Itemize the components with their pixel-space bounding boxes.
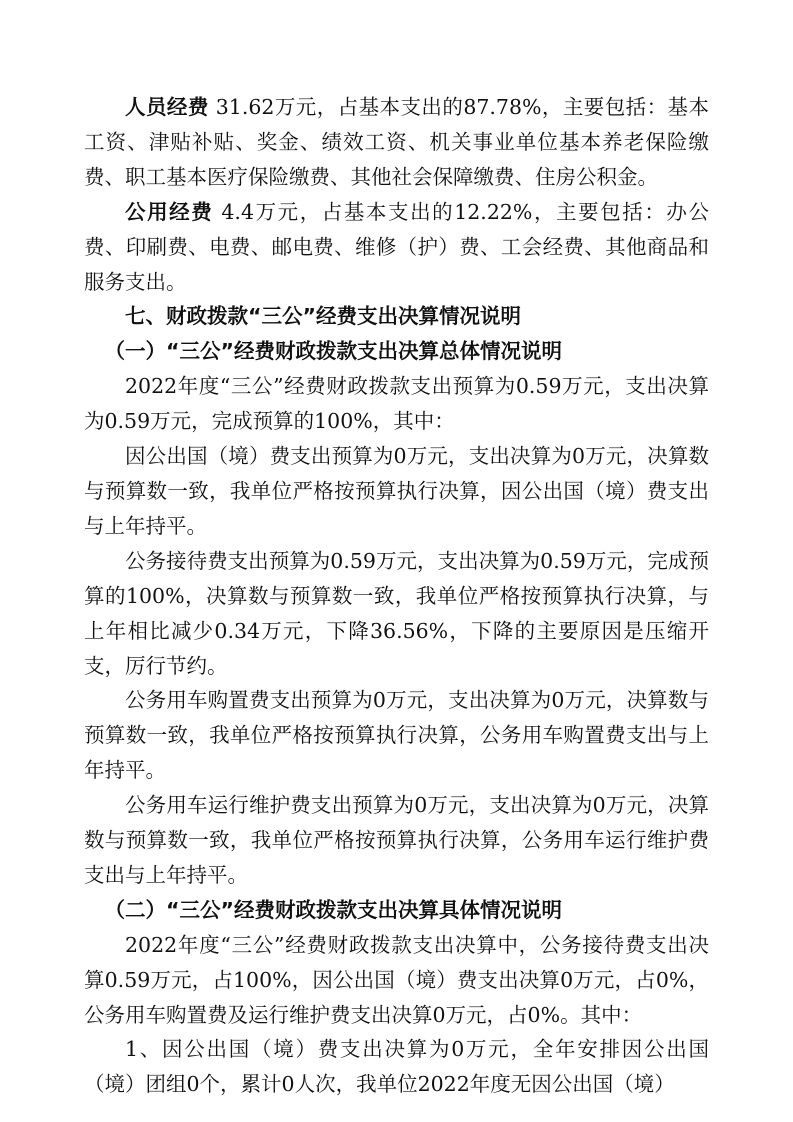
text-personnel-expenses: 31.62万元，占基本支出的87.78%，主要包括：基本工资、津贴补贴、奖金、绩效工资、机关事业单位基本养老保险缴费、职工基本医疗保险缴费、其他社会保障缴费、住房公积金。 [84, 95, 709, 189]
section-heading-seven: 七、财政拨款“三公”经费支出决算情况说明 [125, 304, 521, 329]
paragraph-overseas-detail: 1、因公出国（境）费支出决算为0万元，全年安排因公出国（境）团组0个，累计0人次，我单位2022年度无因公出国（境） [84, 1037, 709, 1097]
paragraph-overseas-travel: 因公出国（境）费支出预算为0万元，支出决算为0万元，决算数与预算数一致，我单位严格按预算执行决算，因公出国（境）费支出与上年持平。 [84, 444, 709, 538]
paragraph-personnel-expenses [84, 90, 709, 195]
paragraph-reception: 公务接待费支出预算为0.59万元，支出决算为0.59万元，完成预算的100%，决算数与预算数一致，我单位严格按预算执行决算，与上年相比减少0.34万元，下降36.56%，下降的主要原因是压缩开支，厉行节约。 [84, 548, 709, 678]
paragraph-specific-breakdown: 2022年度“三公”经费财政拨款支出决算中，公务接待费支出决算0.59万元，占100%，因公出国（境）费支出决算0万元，占0%，公务用车购置费及运行维护费支出决算0万元，占0%。其中： [84, 932, 709, 1027]
paragraph-overall-budget: 2022年度“三公”经费财政拨款支出预算为0.59万元，支出决算为0.59万元，完成预算的100%，其中： [84, 374, 709, 434]
label-personnel-expenses: 人员经费 [125, 95, 209, 119]
paragraph-public-expenses [84, 195, 709, 300]
paragraph-vehicle-operation: 公务用车运行维护费支出预算为0万元，支出决算为0万元，决算数与预算数一致，我单位严格按预算执行决算，公务用车运行维护费支出与上年持平。 [84, 793, 709, 887]
text-public-expenses: 4.4万元，占基本支出的12.22%，主要包括：办公费、印刷费、电费、邮电费、维修（护）费、工会经费、其他商品和服务支出。 [84, 199, 709, 294]
subsection-heading-one: （一）“三公”经费财政拨款支出决算总体情况说明 [104, 339, 562, 364]
subsection-heading-two: （二）“三公”经费财政拨款支出决算具体情况说明 [104, 897, 562, 922]
paragraph-vehicle-purchase: 公务用车购置费支出预算为0万元，支出决算为0万元，决算数与预算数一致，我单位严格按预算执行决算，公务用车购置费支出与上年持平。 [84, 688, 709, 783]
label-public-expenses: 公用经费 [125, 199, 214, 224]
